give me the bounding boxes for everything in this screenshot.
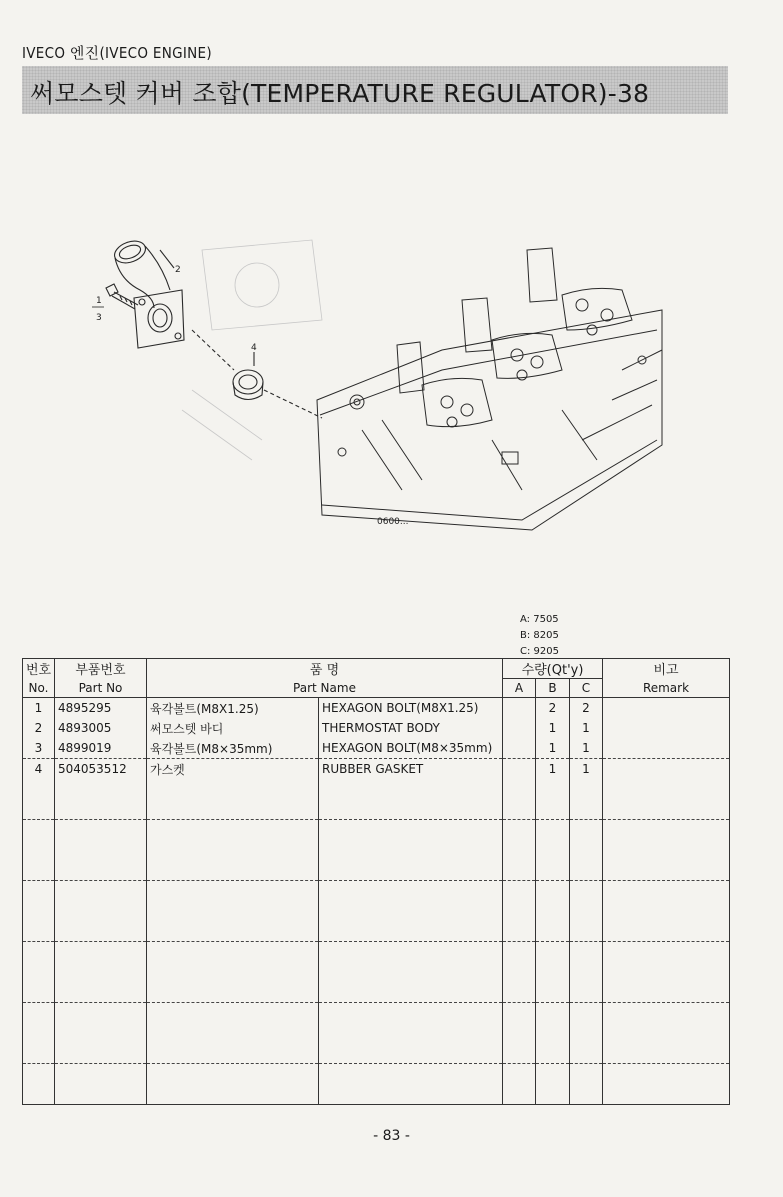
cylinder-head-drawing [317,248,662,530]
table-row [23,738,730,759]
row-name-en: HEXAGON BOLT(M8X1.25) [319,698,503,719]
row-name-ko: 써모스텟 바디 [147,718,319,738]
bolt-drawing [106,284,138,309]
empty-row [23,982,730,1003]
row-no: 4 [23,759,55,780]
row-qty-a [503,718,536,738]
empty-row [23,799,730,820]
header-remark-en: Remark [603,679,730,698]
row-remark [603,759,730,780]
row-part-no: 4893005 [55,718,147,738]
header-no-ko: 번호 [23,659,55,679]
header-no-en: No. [23,679,55,698]
row-qty-a [503,698,536,719]
gasket-drawing [233,370,263,400]
empty-row [23,1003,730,1024]
header-qty-c: C [570,679,603,698]
row-name-en: HEXAGON BOLT(M8×35mm) [319,738,503,759]
row-remark [603,718,730,738]
row-qty-b: 1 [536,718,570,738]
header-partno-en: Part No [55,679,147,698]
parts-table [22,658,730,1105]
empty-row [23,840,730,860]
row-no: 1 [23,698,55,719]
row-qty-b: 1 [536,759,570,780]
page-number: - 83 - [373,1128,410,1144]
empty-row [23,1084,730,1105]
page-title: 써모스텟 커버 조합(TEMPERATURE REGULATOR)-38 [30,79,650,108]
model-code-c: C: 9205 [520,646,559,657]
callout-2: 2 [175,265,181,275]
empty-row [23,921,730,942]
table-row [23,698,730,719]
model-codes [520,612,559,660]
row-part-no: 4895295 [55,698,147,719]
row-part-no: 504053512 [55,759,147,780]
row-qty-c: 2 [570,698,603,719]
row-qty-b: 1 [536,738,570,759]
row-remark [603,698,730,719]
header-qty: 수량(Qt'y) [503,659,603,679]
callout-1: 1 [96,296,102,306]
header-remark-ko: 비고 [603,659,730,679]
empty-row [23,942,730,963]
table-row [23,759,730,780]
empty-row [23,901,730,921]
row-qty-c: 1 [570,759,603,780]
model-code-a: A: 7505 [520,614,559,625]
empty-row [23,962,730,982]
empty-row [23,1023,730,1043]
header-partno-ko: 부품번호 [55,659,147,679]
empty-row [23,881,730,902]
title-bar [22,66,728,114]
row-qty-a [503,759,536,780]
row-name-ko: 가스켓 [147,759,319,780]
row-name-ko: 육각볼트(M8×35mm) [147,738,319,759]
engine-label: IVECO 엔진(IVECO ENGINE) [22,44,212,62]
row-qty-c: 1 [570,718,603,738]
engine-diagram-svg [22,190,728,550]
row-no: 3 [23,738,55,759]
callout-3: 3 [96,313,102,323]
row-qty-c: 1 [570,738,603,759]
row-name-ko: 육각볼트(M8X1.25) [147,698,319,719]
figure-code: 0600... [377,517,409,527]
thermostat-body-drawing [112,237,184,348]
header-qty-a: A [503,679,536,698]
header-name-ko: 품 명 [147,659,503,679]
row-name-en: THERMOSTAT BODY [319,718,503,738]
row-part-no: 4899019 [55,738,147,759]
callout-4: 4 [251,343,257,353]
model-code-b: B: 8205 [520,630,559,641]
row-remark [603,738,730,759]
row-no: 2 [23,718,55,738]
empty-row [23,1043,730,1064]
header-name-en: Part Name [147,679,503,698]
header-qty-b: B [536,679,570,698]
empty-row [23,820,730,841]
row-qty-a [503,738,536,759]
table-row [23,718,730,738]
empty-row [23,1064,730,1085]
exploded-diagram [22,190,728,550]
row-qty-b: 2 [536,698,570,719]
empty-row [23,779,730,799]
empty-row [23,860,730,881]
row-name-en: RUBBER GASKET [319,759,503,780]
